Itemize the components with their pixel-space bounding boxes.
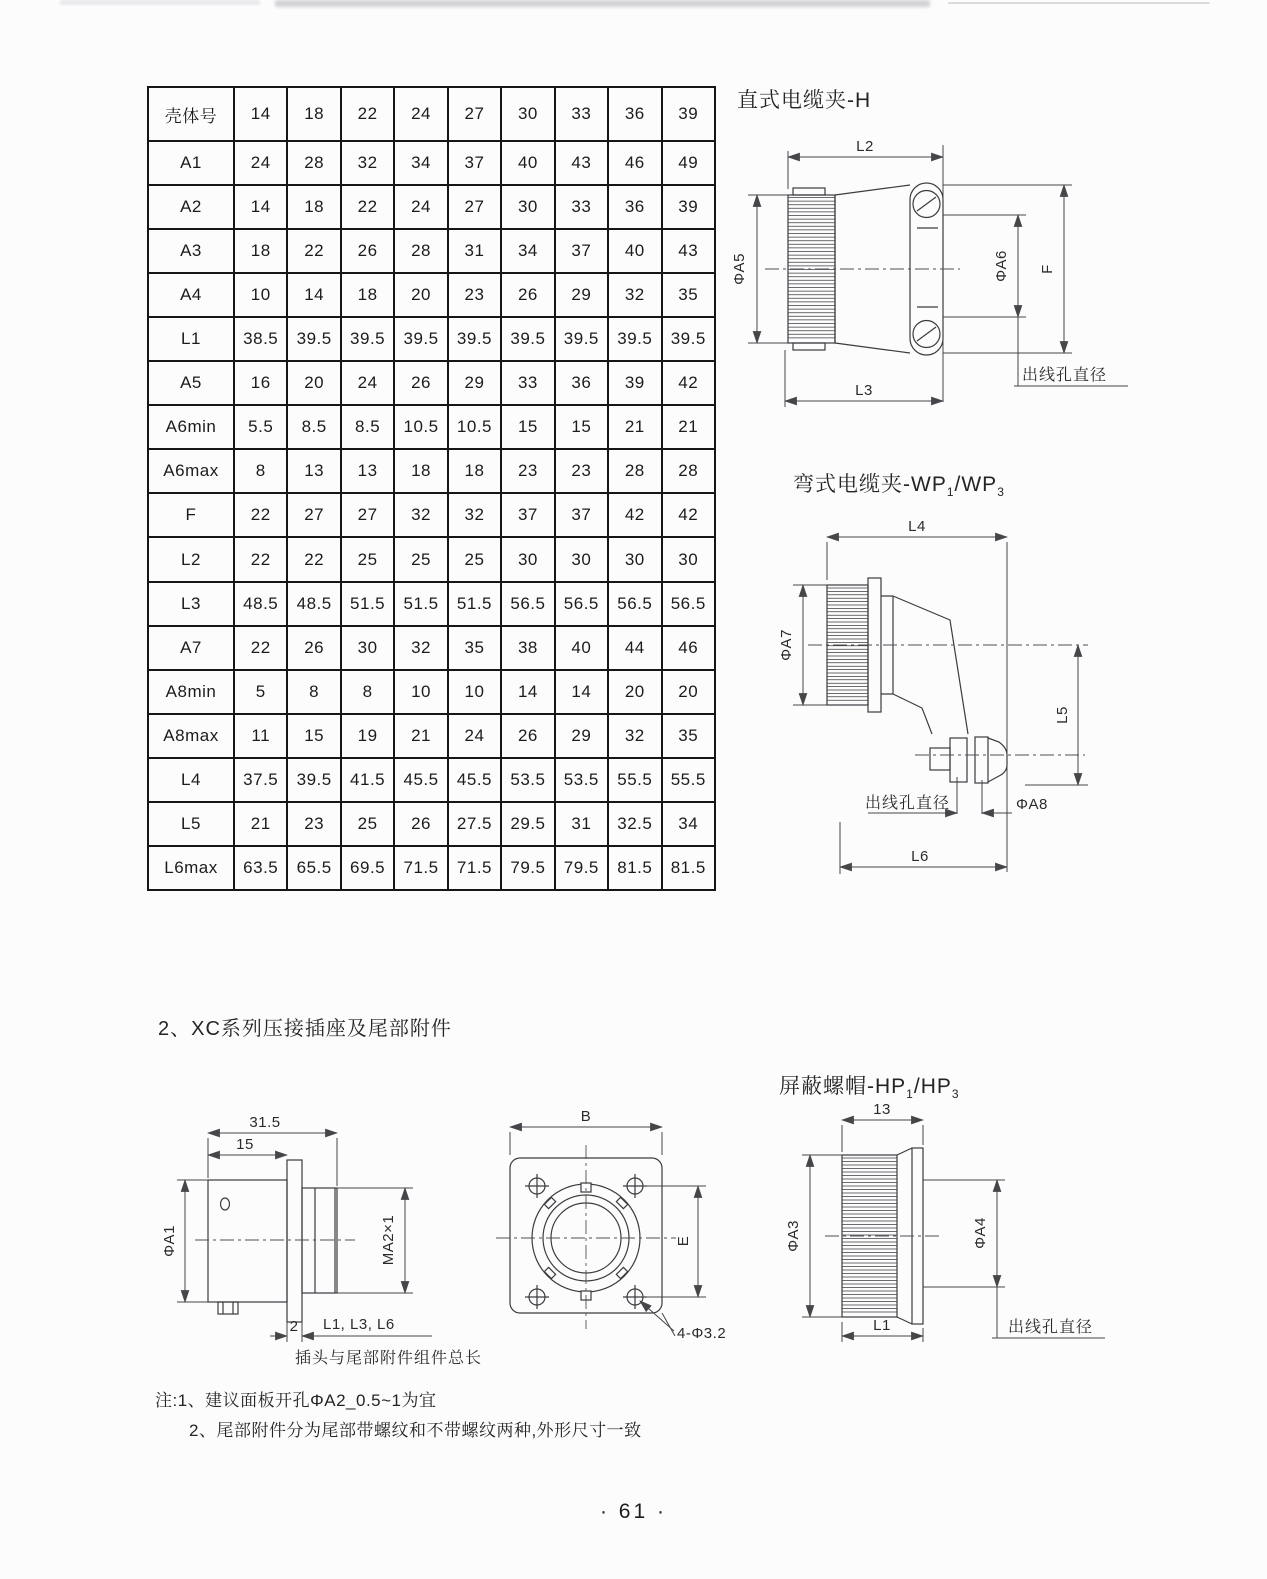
holes-label: 4-Φ3.2 [677, 1325, 727, 1342]
table-cell: 11 [234, 714, 287, 758]
table-cell: 14 [501, 670, 554, 714]
table-cell: 5.5 [234, 405, 287, 449]
table-row-label: L4 [148, 758, 234, 802]
table-row [148, 670, 715, 714]
table-cell: 51.5 [448, 582, 501, 626]
table-cell: 43 [662, 229, 716, 273]
table-cell: 18 [287, 87, 340, 141]
table-cell: 19 [341, 714, 394, 758]
straight-clamp-title: 直式电缆夹-H [737, 89, 872, 112]
table-cell: 30 [608, 537, 661, 581]
table-cell: 18 [448, 449, 501, 493]
table-cell: 35 [662, 273, 716, 317]
table-row [148, 141, 715, 185]
table-row-label: A6min [148, 405, 234, 449]
table-cell: 39.5 [608, 317, 661, 361]
table-cell: 39.5 [662, 317, 716, 361]
table-cell: 45.5 [394, 758, 447, 802]
table-cell: 39.5 [287, 317, 340, 361]
table-cell: 8 [287, 670, 340, 714]
table-cell: 22 [234, 626, 287, 670]
table-cell: 36 [608, 87, 661, 141]
table-row-label: A8min [148, 670, 234, 714]
table-row-label: A4 [148, 273, 234, 317]
table-cell: 29 [448, 361, 501, 405]
table-cell: 14 [287, 273, 340, 317]
table-cell: 30 [501, 537, 554, 581]
dim-label-l1l3l6: L1, L3, L6 [323, 1316, 395, 1333]
table-cell: 32 [394, 493, 447, 537]
table-cell: 30 [662, 537, 716, 581]
table-cell: 26 [394, 802, 447, 846]
dim-label-a7: ΦA7 [778, 629, 795, 661]
table-cell: 22 [341, 185, 394, 229]
table-cell: 22 [234, 493, 287, 537]
table-cell: 39.5 [501, 317, 554, 361]
table-cell: 56.5 [608, 582, 661, 626]
table-cell: 56.5 [662, 582, 716, 626]
dim-label-13: 13 [873, 1101, 891, 1118]
table-cell: 39 [608, 361, 661, 405]
table-cell: 23 [287, 802, 340, 846]
table-cell: 28 [394, 229, 447, 273]
table-cell: 24 [234, 141, 287, 185]
table-cell: 26 [394, 361, 447, 405]
dim-label-a8: ΦA8 [1016, 796, 1048, 813]
table-cell: 21 [608, 405, 661, 449]
table-cell: 39.5 [394, 317, 447, 361]
table-cell: 22 [287, 537, 340, 581]
dim-label-a4: ΦA4 [972, 1217, 989, 1249]
table-cell: 15 [501, 405, 554, 449]
table-cell: 27.5 [448, 802, 501, 846]
table-cell: 24 [341, 361, 394, 405]
shield-nut-title: 屏蔽螺帽$-HP_1/HP_3$ [779, 1075, 960, 1102]
table-cell: 39.5 [341, 317, 394, 361]
table-cell: 16 [234, 361, 287, 405]
table-cell: 24 [394, 87, 447, 141]
plug-diagram [161, 1100, 483, 1375]
table-cell: 35 [662, 714, 716, 758]
bent-clamp-diagram [780, 512, 1115, 880]
table-cell: 15 [555, 405, 608, 449]
shield-nut-diagram [785, 1100, 1110, 1350]
table-cell: 37 [555, 229, 608, 273]
table-cell: 26 [287, 626, 340, 670]
flange-face-diagram [488, 1105, 763, 1350]
table-row [148, 802, 715, 846]
table-cell: 5 [234, 670, 287, 714]
table-row-label: A8max [148, 714, 234, 758]
table-cell: 29 [555, 273, 608, 317]
table-cell: 40 [501, 141, 554, 185]
table-cell: 53.5 [555, 758, 608, 802]
table-cell: 21 [394, 714, 447, 758]
table-cell: 10.5 [448, 405, 501, 449]
table-cell: 69.5 [341, 846, 394, 890]
note-line-2: 2、尾部附件分为尾部带螺纹和不带螺纹两种,外形尺寸一致 [189, 1421, 642, 1440]
outlet-diameter-label: 出线孔直径 [1008, 1319, 1094, 1336]
table-cell: 25 [394, 537, 447, 581]
table-cell: 48.5 [234, 582, 287, 626]
table-cell: 44 [608, 626, 661, 670]
table-cell: 23 [448, 273, 501, 317]
table-cell: 26 [341, 229, 394, 273]
table-cell: 37 [501, 493, 554, 537]
table-cell: 37 [448, 141, 501, 185]
table-cell: 8.5 [287, 405, 340, 449]
outlet-diameter-label: 出线孔直径 [1022, 367, 1108, 384]
table-cell: 22 [287, 229, 340, 273]
table-cell: 18 [394, 449, 447, 493]
table-cell: 32 [341, 141, 394, 185]
table-cell: 46 [608, 141, 661, 185]
table-cell: 32.5 [608, 802, 661, 846]
table-cell: 20 [662, 670, 716, 714]
table-cell: 29 [555, 714, 608, 758]
table-cell: 35 [448, 626, 501, 670]
dim-label-a5: ΦA5 [731, 253, 748, 285]
table-row [148, 537, 715, 581]
dim-label-l6: L6 [911, 848, 929, 865]
dim-label-l4: L4 [908, 518, 926, 535]
table-cell: 31 [448, 229, 501, 273]
scan-artifact [60, 0, 260, 5]
table-cell: 55.5 [662, 758, 716, 802]
dim-label-l1: L1 [873, 1317, 891, 1334]
table-cell: 55.5 [608, 758, 661, 802]
dim-label-a1: ΦA1 [161, 1225, 178, 1257]
section-title: 2、XC系列压接插座及尾部附件 [158, 1018, 452, 1040]
table-row [148, 273, 715, 317]
table-cell: 53.5 [501, 758, 554, 802]
table-cell: 41.5 [341, 758, 394, 802]
table-cell: 37.5 [234, 758, 287, 802]
table-cell: 39.5 [287, 758, 340, 802]
table-row [148, 449, 715, 493]
table-cell: 36 [608, 185, 661, 229]
table-cell: 34 [394, 141, 447, 185]
scan-artifact [948, 2, 1210, 4]
table-cell: 30 [501, 185, 554, 229]
table-cell: 10 [448, 670, 501, 714]
plug-caption: 插头与尾部附件组件总长 [295, 1350, 483, 1367]
table-cell: 18 [287, 185, 340, 229]
table-cell: 18 [341, 273, 394, 317]
table-cell: 22 [341, 87, 394, 141]
table-cell: 24 [448, 714, 501, 758]
table-cell: 25 [448, 537, 501, 581]
table-cell: 49 [662, 141, 716, 185]
table-cell: 27 [448, 87, 501, 141]
table-cell: 8.5 [341, 405, 394, 449]
table-row-label: L3 [148, 582, 234, 626]
table-cell: 26 [501, 273, 554, 317]
table-cell: 81.5 [608, 846, 661, 890]
table-row-label: A3 [148, 229, 234, 273]
table-row-label: F [148, 493, 234, 537]
table-row [148, 405, 715, 449]
dim-label-b: B [580, 1108, 592, 1125]
dim-label-2: 2 [289, 1318, 299, 1335]
table-cell: 30 [501, 87, 554, 141]
table-cell: 71.5 [394, 846, 447, 890]
table-cell: 27 [448, 185, 501, 229]
table-cell: 51.5 [341, 582, 394, 626]
table-cell: 30 [341, 626, 394, 670]
table-cell: 56.5 [501, 582, 554, 626]
table-header-row [148, 87, 715, 141]
table-cell: 34 [662, 802, 716, 846]
straight-clamp-diagram [730, 115, 1130, 415]
table-cell: 46 [662, 626, 716, 670]
table-cell: 27 [341, 493, 394, 537]
table-cell: 39 [662, 87, 716, 141]
table-cell: 22 [234, 537, 287, 581]
table-row [148, 317, 715, 361]
table-cell: 79.5 [555, 846, 608, 890]
table-cell: 38 [501, 626, 554, 670]
scan-artifact [275, 0, 930, 7]
table-cell: 65.5 [287, 846, 340, 890]
table-cell: 33 [555, 87, 608, 141]
table-cell: 18 [234, 229, 287, 273]
dim-label-l5: L5 [1054, 706, 1071, 724]
table-cell: 27 [287, 493, 340, 537]
table-cell: 25 [341, 537, 394, 581]
table-cell: 28 [662, 449, 716, 493]
table-cell: 23 [555, 449, 608, 493]
table-cell: 25 [341, 802, 394, 846]
table-cell: 28 [287, 141, 340, 185]
table-cell: 51.5 [394, 582, 447, 626]
dim-label-f: F [1039, 264, 1056, 274]
table-cell: 43 [555, 141, 608, 185]
table-row-label: A2 [148, 185, 234, 229]
table-cell: 28 [608, 449, 661, 493]
table-row [148, 582, 715, 626]
table-cell: 32 [394, 626, 447, 670]
table-cell: 20 [287, 361, 340, 405]
bent-clamp-title: 弯式电缆夹$-WP_1/WP_3$ [793, 473, 1005, 500]
table-cell: 40 [608, 229, 661, 273]
table-cell: 33 [555, 185, 608, 229]
table-cell: 21 [234, 802, 287, 846]
table-cell: 20 [394, 273, 447, 317]
dim-label-a6: ΦA6 [993, 250, 1010, 282]
table-row-label: L1 [148, 317, 234, 361]
table-cell: 39.5 [555, 317, 608, 361]
table-cell: 39.5 [448, 317, 501, 361]
table-cell: 8 [234, 449, 287, 493]
dim-label-315: 31.5 [249, 1114, 281, 1131]
table-cell: 34 [501, 229, 554, 273]
dim-label-ma2x1: MA2×1 [380, 1214, 397, 1266]
table-row-label: A5 [148, 361, 234, 405]
table-cell: 26 [501, 714, 554, 758]
table-cell: 45.5 [448, 758, 501, 802]
dim-label-e: E [675, 1235, 692, 1247]
table-row [148, 846, 715, 890]
table-cell: 14 [234, 87, 287, 141]
table-cell: 42 [662, 493, 716, 537]
table-row [148, 229, 715, 273]
table-cell: 30 [555, 537, 608, 581]
table-cell: 32 [608, 273, 661, 317]
table-row [148, 185, 715, 229]
table-row-label: L2 [148, 537, 234, 581]
dim-label-15: 15 [236, 1136, 254, 1153]
table-row [148, 758, 715, 802]
table-row-label: L6max [148, 846, 234, 890]
table-cell: 21 [662, 405, 716, 449]
table-cell: 71.5 [448, 846, 501, 890]
table-cell: 24 [394, 185, 447, 229]
table-cell: 37 [555, 493, 608, 537]
table-row [148, 626, 715, 670]
note-line-1: 注:1、建议面板开孔ΦA2_0.5~1为宜 [155, 1391, 437, 1410]
dim-label-l3: L3 [855, 382, 873, 399]
table-cell: 48.5 [287, 582, 340, 626]
table-cell: 15 [287, 714, 340, 758]
table-cell: 13 [287, 449, 340, 493]
table-cell: 39 [662, 185, 716, 229]
table-row [148, 493, 715, 537]
table-cell: 63.5 [234, 846, 287, 890]
table-cell: 42 [662, 361, 716, 405]
table-cell: 32 [608, 714, 661, 758]
table-cell: 40 [555, 626, 608, 670]
outlet-diameter-label: 出线孔直径 [865, 795, 951, 812]
table-cell: 56.5 [555, 582, 608, 626]
table-cell: 10 [234, 273, 287, 317]
table-cell: 81.5 [662, 846, 716, 890]
table-cell: 36 [555, 361, 608, 405]
table-cell: 33 [501, 361, 554, 405]
dim-label-a3: ΦA3 [785, 1220, 802, 1252]
table-cell: 31 [555, 802, 608, 846]
table-cell: 10 [394, 670, 447, 714]
notes [155, 1386, 642, 1446]
page-number: · 61 · [599, 1500, 667, 1523]
table-row-label: A7 [148, 626, 234, 670]
dimensions-table [147, 86, 716, 891]
table-cell: 32 [448, 493, 501, 537]
table-cell: 29.5 [501, 802, 554, 846]
table-cell: 42 [608, 493, 661, 537]
table-cell: 20 [608, 670, 661, 714]
table-cell: 79.5 [501, 846, 554, 890]
table-cell: 14 [234, 185, 287, 229]
table-row-label: L5 [148, 802, 234, 846]
table-cell: 38.5 [234, 317, 287, 361]
table-cell: 13 [341, 449, 394, 493]
table-row [148, 714, 715, 758]
table-row-label: A1 [148, 141, 234, 185]
table-cell: 23 [501, 449, 554, 493]
table-row-label: A6max [148, 449, 234, 493]
table-row [148, 361, 715, 405]
dim-label-l2: L2 [856, 138, 874, 155]
table-cell: 14 [555, 670, 608, 714]
table-cell: 10.5 [394, 405, 447, 449]
table-cell: 8 [341, 670, 394, 714]
table-row-label: 壳体号 [148, 87, 234, 141]
